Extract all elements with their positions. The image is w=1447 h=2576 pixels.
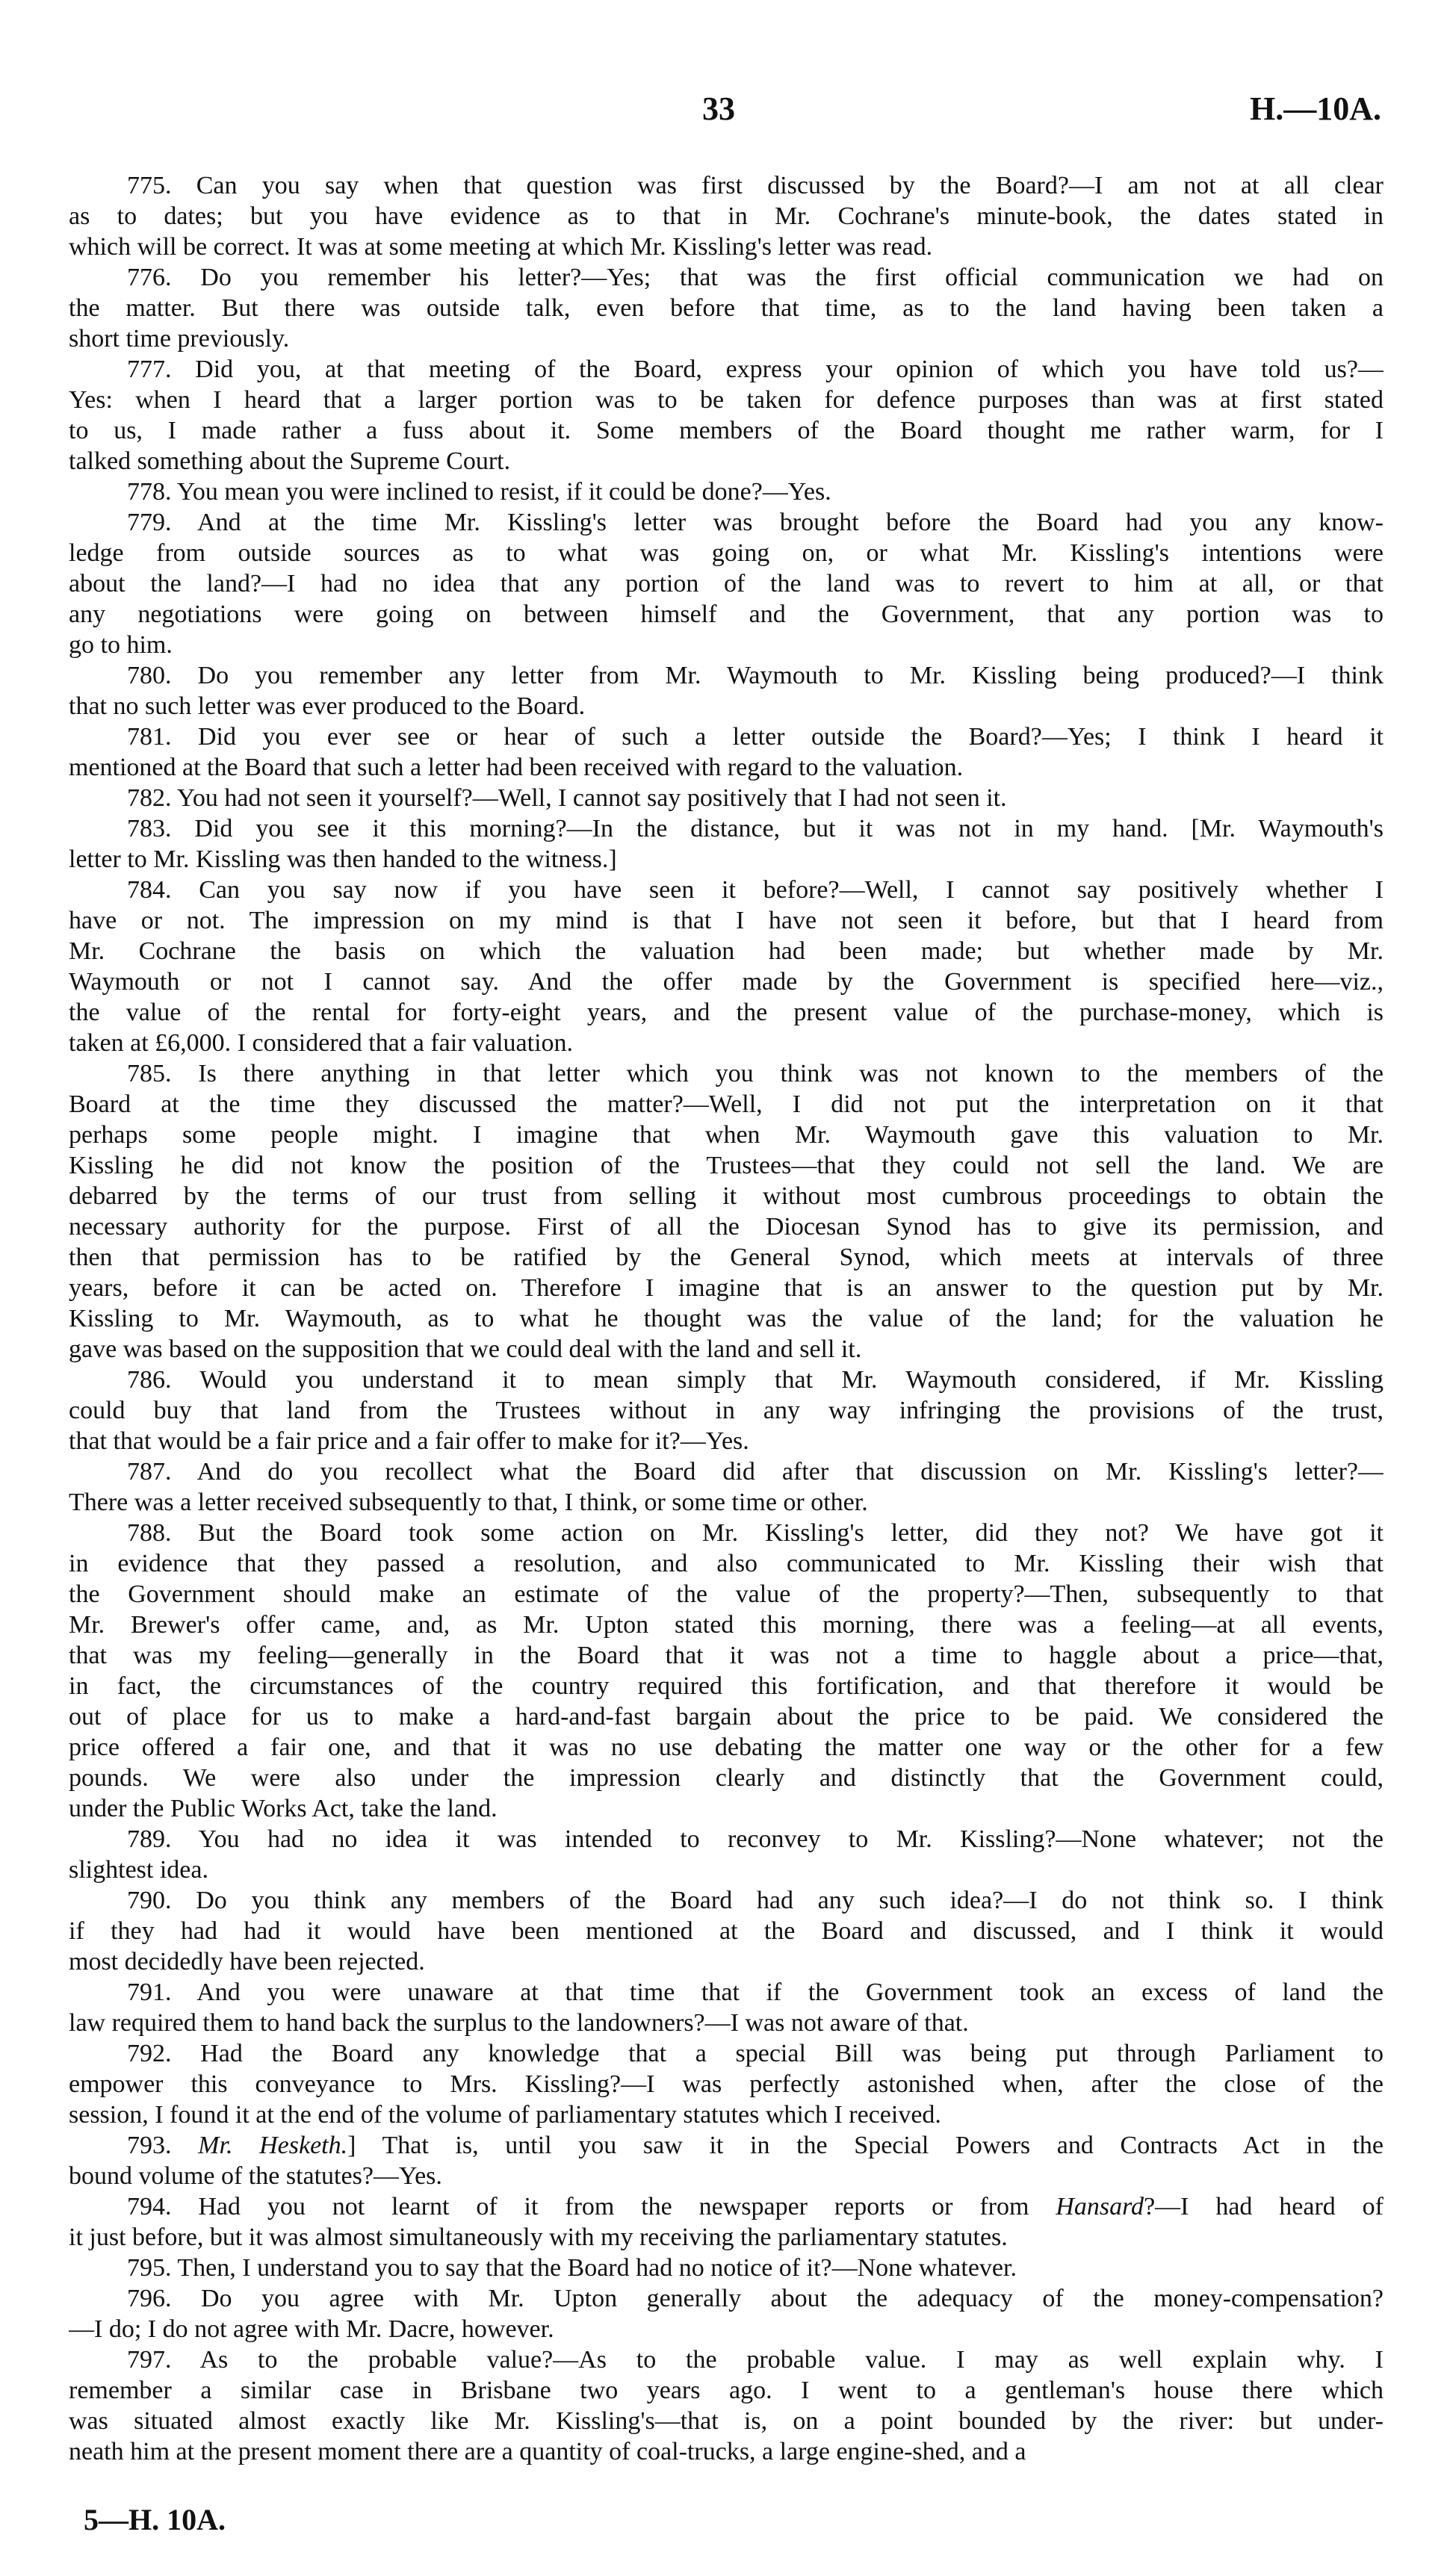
line-text: 789. You had no idea it was intended to reconvey to Mr. Kissling?—None whatever; not the: [127, 1825, 1384, 1853]
question-answer-paragraph: [69, 1365, 1384, 1456]
text-line: [69, 813, 1384, 844]
document-reference: H.—10A.: [1250, 90, 1381, 127]
line-text: any negotiations were going on between himself and the Government, that any portion was to: [69, 600, 1384, 628]
text-line: [69, 1211, 1384, 1242]
text-line: [69, 1395, 1384, 1426]
text-line: [69, 966, 1384, 997]
line-text: Waymouth or not I cannot say. And the offer made by the Government is specified here—viz.,: [69, 968, 1384, 996]
line-text: 781. Did you ever see or hear of such a letter outside the Board?—Yes; I think I heard it: [127, 723, 1384, 751]
text-line: [69, 2222, 1384, 2253]
text-line: [69, 2436, 1384, 2467]
italic-text: Mr. Hesketh.: [198, 2132, 348, 2159]
question-answer-paragraph: [69, 2283, 1384, 2344]
line-text: empower this conveyance to Mrs. Kissling?—I was perfectly astonished when, after the close of the: [69, 2070, 1384, 2098]
line-text: 787. And do you recollect what the Board did after that discussion on Mr. Kissling's letter?—: [127, 1458, 1384, 1486]
question-answer-paragraph: [69, 2191, 1384, 2253]
line-text: 778. You mean you were inclined to resist, if it could be done?—Yes.: [127, 478, 831, 506]
line-text: Yes: when I heard that a larger portion was to be taken for defence purposes than was at first stated: [69, 386, 1384, 414]
line-text: bound volume of the statutes?—Yes.: [69, 2162, 442, 2190]
line-text: ] That is, until you saw it in the Special Powers and Contracts Act in the: [347, 2132, 1384, 2159]
text-line: [69, 2008, 1384, 2038]
text-line: [69, 2038, 1384, 2069]
text-line: [69, 354, 1384, 385]
line-text: necessary authority for the purpose. First of all the Diocesan Synod has to give its permission, and: [69, 1213, 1384, 1241]
line-text: about the land?—I had no idea that any portion of the land was to revert to him at all, or that: [69, 570, 1384, 598]
line-text: the matter. But there was outside talk, even before that time, as to the land having been taken a: [69, 294, 1384, 322]
question-answer-paragraph: [69, 875, 1384, 1058]
text-line: [69, 1885, 1384, 1916]
line-text: debarred by the terms of our trust from selling it without most cumbrous proceedings to obtain the: [69, 1182, 1384, 1210]
line-text: 795. Then, I understand you to say that the Board had no notice of it?—None whatever.: [127, 2254, 1017, 2282]
line-text: Kissling he did not know the position of the Trustees—that they could not sell the land. We are: [69, 1152, 1384, 1179]
line-text: as to dates; but you have evidence as to that in Mr. Cochrane's minute-book, the dates stated in: [69, 202, 1384, 230]
line-text: the Government should make an estimate of the value of the property?—Then, subsequently to that: [69, 1580, 1384, 1608]
line-text: ledge from outside sources as to what was going on, or what Mr. Kissling's intentions were: [69, 539, 1384, 567]
line-text: the value of the rental for forty-eight years, and the present value of the purchase-money, which is: [69, 999, 1384, 1026]
line-text: most decidedly have been rejected.: [69, 1948, 425, 1976]
text-line: [69, 1028, 1384, 1058]
line-text: 797. As to the probable value?—As to the probable value. I may as well explain why. I: [127, 2346, 1384, 2374]
line-text: 796. Do you agree with Mr. Upton generally about the adequacy of the money-compensation?: [127, 2285, 1384, 2312]
text-line: [69, 752, 1384, 783]
line-text: session, I found it at the end of the volume of parliamentary statutes which I received.: [69, 2101, 941, 2129]
line-text: 783. Did you see it this morning?—In the distance, but it was not in my hand. [Mr. Waymouth's: [127, 815, 1384, 842]
line-text: mentioned at the Board that such a letter had been received with regard to the valuation.: [69, 754, 964, 781]
text-line: [69, 1701, 1384, 1732]
line-text: 782. You had not seen it yourself?—Well, I cannot say positively that I had not seen it.: [127, 784, 1007, 812]
text-line: [69, 507, 1384, 538]
line-text: if they had had it would have been mentioned at the Board and discussed, and I think it would: [69, 1917, 1384, 1945]
line-text: that no such letter was ever produced to the Board.: [69, 692, 586, 720]
text-line: [69, 293, 1384, 323]
text-line: [69, 630, 1384, 660]
line-text: taken at £6,000. I considered that a fair valuation.: [69, 1029, 574, 1057]
page-number: 33: [702, 90, 735, 127]
line-text: out of place for us to make a hard-and-fast bargain about the price to be paid. We considered the: [69, 1703, 1384, 1731]
line-text: pounds. We were also under the impression clearly and distinctly that the Government could,: [69, 1764, 1384, 1792]
text-line: [69, 721, 1384, 752]
text-line: [69, 1426, 1384, 1456]
line-text: then that permission has to be ratified by the General Synod, which meets at intervals of three: [69, 1244, 1384, 1271]
text-line: [69, 446, 1384, 477]
line-text: 779. And at the time Mr. Kissling's letter was brought before the Board had you any know-: [127, 509, 1384, 536]
document-body: [69, 170, 1384, 2467]
text-line: [69, 1640, 1384, 1671]
text-line: [69, 691, 1384, 721]
text-line: [69, 2375, 1384, 2406]
line-text: 784. Can you say now if you have seen it before?—Well, I cannot say positively whether I: [127, 876, 1384, 904]
text-line: [69, 477, 1384, 507]
line-text: 788. But the Board took some action on Mr. Kissling's letter, did they not? We have got it: [127, 1519, 1384, 1547]
line-text: to us, I made rather a fuss about it. Some members of the Board thought me rather warm, for I: [69, 417, 1384, 444]
question-answer-paragraph: [69, 1977, 1384, 2038]
line-text: could buy that land from the Trustees without in any way infringing the provisions of the trust,: [69, 1397, 1384, 1424]
text-line: [69, 1303, 1384, 1334]
line-text: 786. Would you understand it to mean simply that Mr. Waymouth considered, if Mr. Kissling: [127, 1366, 1384, 1394]
line-text: ?—I had heard of: [1144, 2193, 1384, 2220]
text-line: [69, 170, 1384, 201]
question-answer-paragraph: [69, 477, 1384, 507]
question-answer-paragraph: [69, 170, 1384, 262]
question-answer-paragraph: [69, 507, 1384, 660]
question-answer-paragraph: [69, 2253, 1384, 2283]
line-text: that was my feeling—generally in the Board that it was not a time to haggle about a price—that,: [69, 1642, 1384, 1669]
line-text: Board at the time they discussed the matter?—Well, I did not put the interpretation on it that: [69, 1090, 1384, 1118]
question-answer-paragraph: [69, 1824, 1384, 1885]
text-line: [69, 1916, 1384, 1946]
text-line: [69, 2283, 1384, 2314]
line-text: short time previously.: [69, 325, 290, 353]
line-text: Kissling to Mr. Waymouth, as to what he thought was the value of the land; for the valuation he: [69, 1305, 1384, 1332]
text-line: [69, 2099, 1384, 2130]
text-line: [69, 1671, 1384, 1701]
line-text: —I do; I do not agree with Mr. Dacre, however.: [69, 2315, 554, 2343]
question-answer-paragraph: [69, 354, 1384, 477]
text-line: [69, 2406, 1384, 2436]
text-line: [69, 1610, 1384, 1640]
text-line: [69, 1058, 1384, 1089]
line-text: slightest idea.: [69, 1856, 208, 1884]
question-answer-paragraph: [69, 2344, 1384, 2467]
line-text: in fact, the circumstances of the country required this fortification, and that therefore it would be: [69, 1672, 1384, 1700]
italic-text: Hansard: [1056, 2193, 1144, 2220]
line-text: neath him at the present moment there are a quantity of coal-trucks, a large engine-shed, and a: [69, 2438, 1026, 2465]
line-text: 777. Did you, at that meeting of the Board, express your opinion of which you have told us?—: [127, 356, 1384, 383]
text-line: [69, 1150, 1384, 1181]
text-line: [69, 1242, 1384, 1273]
line-text: that that would be a fair price and a fair offer to make for it?—Yes.: [69, 1427, 749, 1455]
text-line: [69, 599, 1384, 630]
text-line: [69, 1763, 1384, 1793]
text-line: [69, 2130, 1384, 2161]
text-line: [69, 1181, 1384, 1211]
text-line: [69, 1793, 1384, 1824]
text-line: [69, 1824, 1384, 1855]
text-line: [69, 262, 1384, 293]
line-text: 785. Is there anything in that letter which you think was not known to the members of the: [127, 1060, 1384, 1087]
line-text: which will be correct. It was at some meeting at which Mr. Kissling's letter was read.: [69, 233, 933, 261]
question-answer-paragraph: [69, 262, 1384, 354]
text-line: [69, 1518, 1384, 1548]
text-line: [69, 1334, 1384, 1365]
line-text: perhaps some people might. I imagine that when Mr. Waymouth gave this valuation to Mr.: [69, 1121, 1384, 1149]
text-line: [69, 323, 1384, 354]
text-line: [69, 2161, 1384, 2191]
question-answer-paragraph: [69, 813, 1384, 875]
question-answer-paragraph: [69, 1518, 1384, 1824]
line-text: There was a letter received subsequently to that, I think, or some time or other.: [69, 1489, 868, 1516]
text-line: [69, 2344, 1384, 2375]
question-answer-paragraph: [69, 2038, 1384, 2130]
line-text: years, before it can be acted on. Therefore I imagine that is an answer to the question put by Mr.: [69, 1274, 1384, 1302]
line-text: 794. Had you not learnt of it from the newspaper reports or from: [127, 2193, 1056, 2220]
text-line: [69, 415, 1384, 446]
question-answer-paragraph: [69, 1058, 1384, 1365]
text-line: [69, 2253, 1384, 2283]
line-text: remember a similar case in Brisbane two years ago. I went to a gentleman's house there which: [69, 2377, 1384, 2404]
line-text: 792. Had the Board any knowledge that a special Bill was being put through Parliament to: [127, 2040, 1384, 2067]
question-answer-paragraph: [69, 783, 1384, 813]
text-line: [69, 905, 1384, 936]
text-line: [69, 1487, 1384, 1518]
text-line: [69, 1946, 1384, 1977]
line-text: have or not. The impression on my mind is that I have not seen it before, but that I heard from: [69, 907, 1384, 934]
line-text: go to him.: [69, 631, 173, 659]
text-line: [69, 1548, 1384, 1579]
line-text: Mr. Cochrane the basis on which the valuation had been made; but whether made by Mr.: [69, 937, 1384, 965]
text-line: [69, 1977, 1384, 2008]
question-answer-paragraph: [69, 721, 1384, 783]
line-text: 775. Can you say when that question was first discussed by the Board?—I am not at all clear: [127, 172, 1384, 199]
question-answer-paragraph: [69, 1456, 1384, 1518]
line-text: 793.: [127, 2132, 199, 2159]
line-text: in evidence that they passed a resolution, and also communicated to Mr. Kissling their wish that: [69, 1550, 1384, 1577]
text-line: [69, 844, 1384, 875]
text-line: [69, 232, 1384, 262]
line-text: 791. And you were unaware at that time that if the Government took an excess of land the: [127, 1978, 1384, 2006]
text-line: [69, 538, 1384, 568]
text-line: [69, 2191, 1384, 2222]
text-line: [69, 385, 1384, 415]
text-line: [69, 783, 1384, 813]
line-text: 780. Do you remember any letter from Mr. Waymouth to Mr. Kissling being produced?—I think: [127, 662, 1384, 689]
question-answer-paragraph: [69, 660, 1384, 721]
text-line: [69, 936, 1384, 966]
line-text: law required them to hand back the surplus to the landowners?—I was not aware of that.: [69, 2009, 969, 2037]
text-line: [69, 997, 1384, 1028]
text-line: [69, 2314, 1384, 2344]
text-line: [69, 1579, 1384, 1610]
text-line: [69, 1120, 1384, 1150]
text-line: [69, 1855, 1384, 1885]
line-text: 776. Do you remember his letter?—Yes; that was the first official communication we had on: [127, 264, 1384, 291]
line-text: under the Public Works Act, take the land.: [69, 1795, 498, 1822]
text-line: [69, 1732, 1384, 1763]
line-text: Mr. Brewer's offer came, and, as Mr. Upton stated this morning, there was a feeling—at all events,: [69, 1611, 1384, 1639]
printer-signature: 5—H. 10A.: [84, 2503, 226, 2536]
line-text: talked something about the Supreme Court.: [69, 447, 511, 475]
text-line: [69, 1089, 1384, 1120]
question-answer-paragraph: [69, 2130, 1384, 2191]
text-line: [69, 875, 1384, 905]
question-answer-paragraph: [69, 1885, 1384, 1977]
line-text: was situated almost exactly like Mr. Kissling's—that is, on a point bounded by the river: but under-: [69, 2407, 1384, 2435]
line-text: 790. Do you think any members of the Board had any such idea?—I do not think so. I think: [127, 1887, 1384, 1914]
text-line: [69, 201, 1384, 232]
text-line: [69, 660, 1384, 691]
page-header: [0, 90, 1447, 134]
text-line: [69, 1273, 1384, 1303]
text-line: [69, 2069, 1384, 2099]
text-line: [69, 1456, 1384, 1487]
line-text: price offered a fair one, and that it was no use debating the matter one way or the other for a few: [69, 1734, 1384, 1761]
text-line: [69, 1365, 1384, 1395]
line-text: gave was based on the supposition that we could deal with the land and sell it.: [69, 1335, 862, 1363]
text-line: [69, 568, 1384, 599]
line-text: letter to Mr. Kissling was then handed to the witness.]: [69, 845, 617, 873]
line-text: it just before, but it was almost simultaneously with my receiving the parliamentary statutes.: [69, 2223, 1008, 2251]
